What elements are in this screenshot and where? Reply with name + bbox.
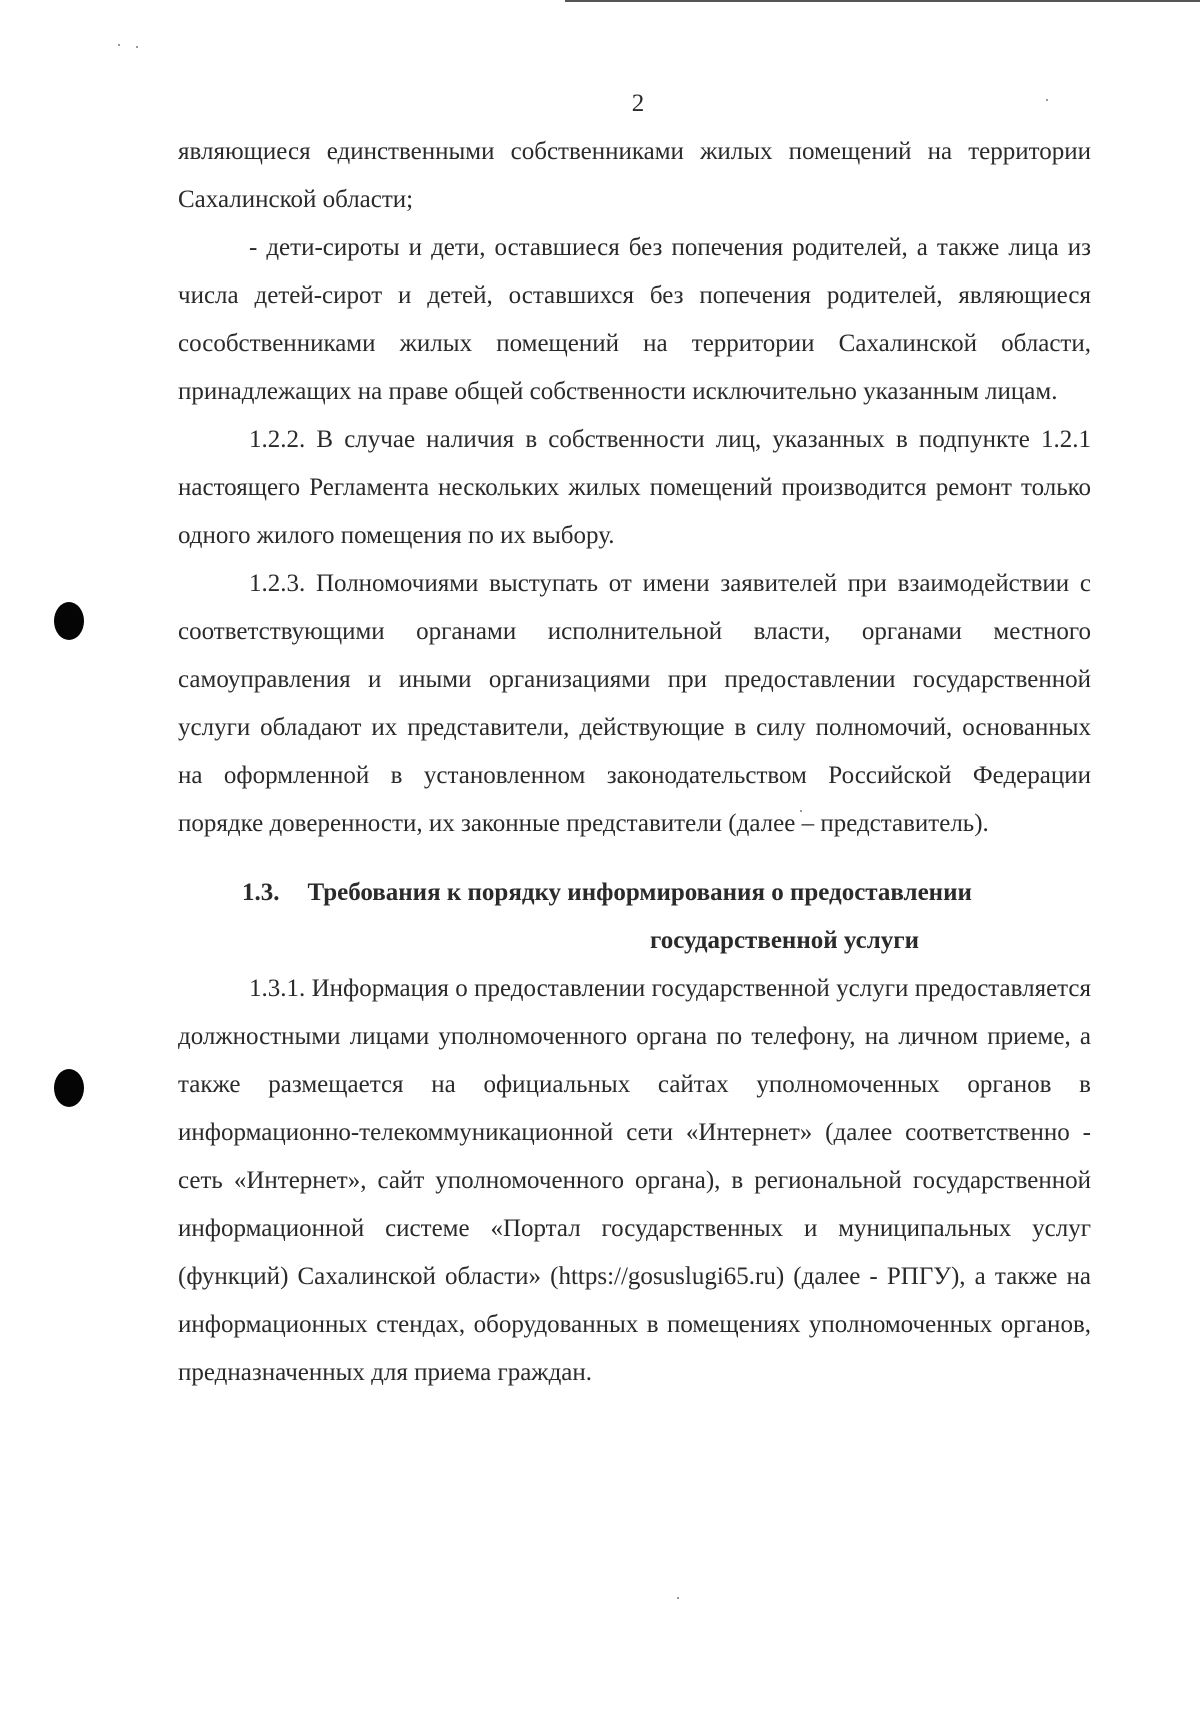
paragraph-1-2-2: 1.2.2. В случае наличия в собственности лиц, указанных в подпункте 1.2.1 настоящего Регламента нескольких жилых помещений производится ремонт только одного жилого помещения по их выбору.: [178, 426, 1091, 549]
paragraph-continuation: являющиеся единственными собственниками жилых помещений на территории Сахалинской области;: [178, 138, 1091, 213]
scan-speck: [136, 46, 138, 48]
binder-punch-hole: [54, 1069, 84, 1107]
paragraph-orphans-list-item: - дети-сироты и дети, оставшиеся без попечения родителей, а также лица из числа детей-сирот и детей, оставшихся без попечения родителей, являющиеся сособственниками жилых помещений на территории Сахалинской области, принадлежащих на праве общей собственности исключительно указанным лицам.: [178, 234, 1091, 405]
section-heading-title-line2: государственной услуги: [649, 927, 920, 954]
section-heading-number: 1.3.: [242, 879, 280, 906]
scan-top-edge-line: [565, 0, 1200, 2]
binder-punch-hole: [54, 602, 84, 640]
paragraph-1-2-3: 1.2.3. Полномочиями выступать от имени заявителей при взаимодействии с соответствующими органами исполнительной власти, органами местного самоуправления и иными организациями при предоставлении государственной услуги обладают их представители, действующие в силу полномочий, основанных на оформленной в установленном законодательством Российской Федерации порядке доверенности, их законные представители (далее – представитель).: [178, 570, 1091, 837]
page-number: 2: [631, 90, 645, 117]
paragraph-1-3-1: 1.3.1. Информация о предоставлении государственной услуги предоставляется должностными лицами уполномоченного органа по телефону, на личном приеме, а также размещается на официальных сайтах уполномоченных органов в информационно-телекоммуникационной сети «Интернет» (далее соответственно - сеть «Интернет», сайт уполномоченного органа), в региональной государственной информационной системе «Портал государственных и муниципальных услуг (функций) Сахалинской области» (https://gosuslugi65.ru) (далее - РПГУ), а также на информационных стендах, оборудованных в помещениях уполномоченных органов, предназначенных для приема граждан.: [178, 975, 1091, 1386]
scan-speck: [118, 44, 120, 46]
section-heading-title-line1: Требования к порядку информирования о предоставлении: [307, 879, 972, 906]
section-heading: [178, 869, 1091, 965]
scan-speck: [677, 1597, 679, 1599]
document-body: [178, 128, 1091, 1397]
